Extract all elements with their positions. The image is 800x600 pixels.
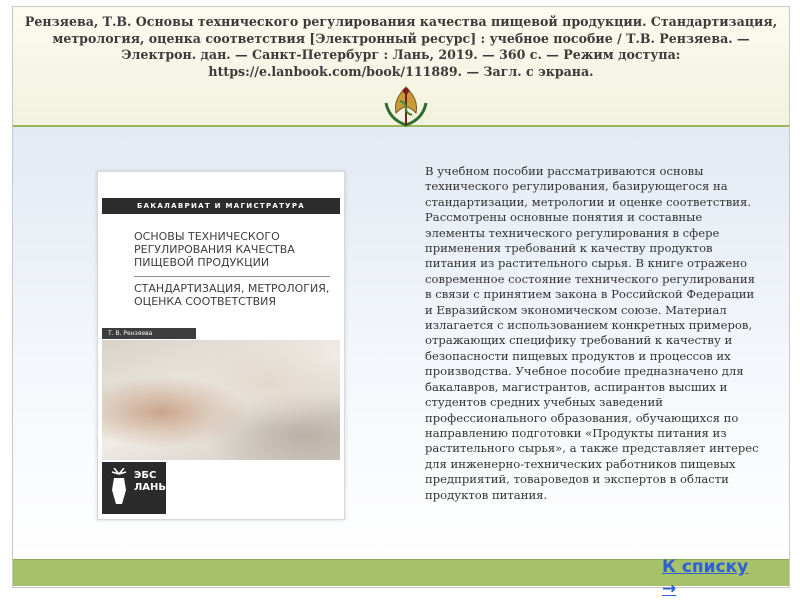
lan-deer-icon xyxy=(104,468,134,508)
emblem-icon xyxy=(376,83,436,129)
publisher-label: ЭБС ЛАНЬ xyxy=(134,470,167,493)
cover-title: ОСНОВЫ ТЕХНИЧЕСКОГО РЕГУЛИРОВАНИЯ КАЧЕСТВА ПИЩЕВОЙ ПРОДУКЦИИ xyxy=(134,230,295,269)
book-description: В учебном пособии рассматриваются основы технического регулирования, базирующегося на стандартизации, метрологии и оценке соответствия. Рассмотрены основные понятия и составные элементы технического регулирования в сфере применения требований к качеству продуктов питания из растительного сырья. В книге отражено современное состояние технического регулирования в связи с принятием закона в Российской Федерации и Евразийском экономическом союзе. Материал излагается с использованием конкретных примеров, отражающих специфику требований к качеству и безопасности пищевых продуктов и процессов их производства. Учебное пособие предназначено для бакалавров, магистрантов, аспирантов высших и студентов средних учебных заведений профессионального образования, обучающихся по направлению подготовки «Продукты питания из растительного сырья», а также представляет интерес для инженерно-технических работников пищевых предприятий, товароведов и экспертов в области продуктов питания. xyxy=(425,164,759,502)
publisher-logo xyxy=(102,462,166,514)
cover-photo xyxy=(102,340,340,460)
cover-divider xyxy=(134,276,330,277)
content-area xyxy=(13,127,789,559)
cover-subtitle: СТАНДАРТИЗАЦИЯ, МЕТРОЛОГИЯ, ОЦЕНКА СООТВЕТСТВИЯ xyxy=(134,282,330,308)
slide xyxy=(12,6,790,588)
cover-author: Т. В. Рензяева xyxy=(102,328,196,339)
book-cover-image xyxy=(97,171,345,520)
bibliographic-citation: Рензяева, Т.В. Основы технического регулирования качества пищевой продукции. Стандартизация, метрология, оценка соответствия [Электронный ресурс] : учебное пособие / Т.В. Рензяева. — Электрон. дан. — Санкт-Петербург : Лань, 2019. — 360 с. — Режим доступа: https://e.lanbook.com/book/111889. — Загл. с экрана. xyxy=(24,14,778,79)
back-to-list-link[interactable]: К списку → xyxy=(662,557,749,599)
cover-band: БАКАЛАВРИАТ И МАГИСТРАТУРА xyxy=(102,198,340,214)
